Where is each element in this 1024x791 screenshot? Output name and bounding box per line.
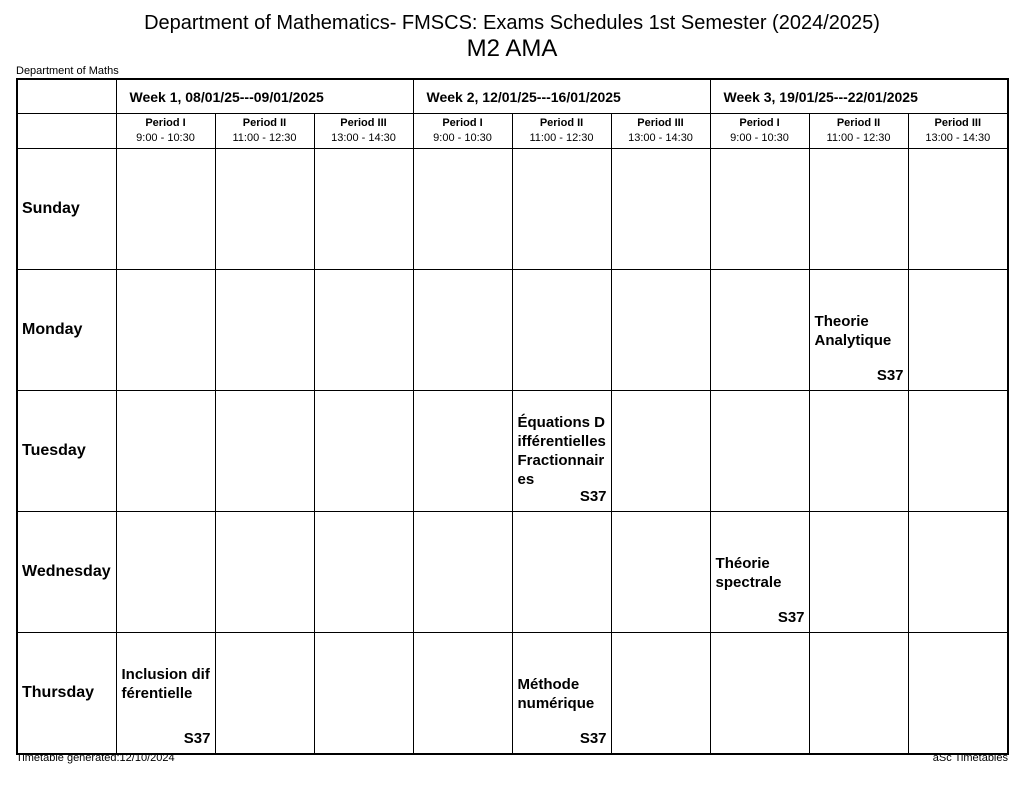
period-time: 13:00 - 14:30 (628, 132, 693, 144)
timetable-cell (809, 512, 908, 633)
period-name: Period I (442, 117, 483, 129)
period-header (809, 114, 908, 149)
week-header-2: Week 2, 12/01/25---16/01/2025 (413, 79, 710, 114)
day-row-wednesday (17, 512, 1008, 633)
timetable-cell (710, 270, 809, 391)
period-time: 13:00 - 14:30 (925, 132, 991, 144)
timetable-cell (710, 633, 809, 755)
timetable-cell (215, 270, 314, 391)
timetable-cell (809, 149, 908, 270)
timetable-cell (314, 149, 413, 270)
week-header-1: Week 1, 08/01/25---09/01/2025 (116, 79, 413, 114)
timetable-cell (116, 512, 215, 633)
timetable-cell (710, 391, 809, 512)
period-time: 11:00 - 12:30 (826, 132, 891, 144)
timetable-cell (314, 391, 413, 512)
timetable-cell (116, 149, 215, 270)
exam-name: Inclusion différentielle (121, 666, 210, 702)
timetable-cell (611, 391, 710, 512)
timetable-cell (512, 391, 611, 512)
timetable-cell (413, 270, 512, 391)
period-time: 11:00 - 12:30 (529, 132, 594, 144)
day-label: Wednesday (17, 512, 116, 633)
timetable-cell (611, 149, 710, 270)
exam-name: Theorie Analytique (814, 313, 892, 349)
timetable-cell (710, 149, 809, 270)
timetable-cell (215, 512, 314, 633)
timetable-cell (413, 149, 512, 270)
day-label: Thursday (17, 633, 116, 755)
period-header (611, 114, 710, 149)
period-name: Period III (934, 117, 982, 129)
exam-room: S37 (876, 367, 904, 384)
exam-methode-numerique[interactable] (518, 633, 607, 753)
period-name: Period II (836, 117, 881, 129)
timetable-cell (116, 391, 215, 512)
timetable-cell (116, 270, 215, 391)
period-header (314, 114, 413, 149)
timetable-cell (908, 512, 1008, 633)
timetable-cell (809, 391, 908, 512)
exam-inclusion-differentielle[interactable] (122, 633, 211, 753)
day-label: Monday (17, 270, 116, 391)
day-row-tuesday (17, 391, 1008, 512)
timetable-cell (314, 633, 413, 755)
exam-room: S37 (183, 730, 211, 747)
generated-date: Timetable generated:12/10/2024 (16, 752, 175, 764)
exam-equations-differentielles[interactable] (518, 391, 607, 511)
timetable-cell (413, 633, 512, 755)
timetable-cell (413, 512, 512, 633)
timetable-cell (908, 633, 1008, 755)
exam-name: Théorie spectrale (715, 555, 782, 591)
period-name: Period III (637, 117, 684, 129)
software-credit: aSc Timetables (932, 752, 1008, 764)
timetable-cell (215, 149, 314, 270)
period-name: Period I (145, 117, 186, 129)
day-row-monday (17, 270, 1008, 391)
week-header-3: Week 3, 19/01/25---22/01/2025 (710, 79, 1008, 114)
timetable-cell (809, 270, 908, 391)
period-header (215, 114, 314, 149)
period-header-row (17, 114, 1008, 149)
timetable-cell (512, 633, 611, 755)
exam-name: Méthode numérique (517, 676, 595, 712)
timetable-cell (512, 512, 611, 633)
timetable-cell (809, 633, 908, 755)
exam-room: S37 (579, 488, 607, 505)
day-label: Tuesday (17, 391, 116, 512)
period-name: Period I (739, 117, 780, 129)
timetable-cell (314, 270, 413, 391)
period-name: Period II (539, 117, 584, 129)
period-name: Period III (340, 117, 387, 129)
timetable-cell (611, 512, 710, 633)
period-name: Period II (242, 117, 287, 129)
timetable-cell (512, 270, 611, 391)
page-title: Department of Mathematics- FMSCS: Exams Schedules 1st Semester (2024/2025) (144, 12, 880, 34)
exam-room: S37 (777, 609, 805, 626)
class-name: M2 AMA (466, 35, 558, 62)
day-row-thursday (17, 633, 1008, 755)
timetable-cell (314, 512, 413, 633)
timetable-cell (413, 391, 512, 512)
timetable-cell (908, 149, 1008, 270)
period-time: 11:00 - 12:30 (232, 132, 297, 144)
period-time: 9:00 - 10:30 (433, 132, 492, 144)
exam-theorie-analytique[interactable] (815, 270, 904, 390)
timetable-cell (908, 391, 1008, 512)
week-header-row (17, 79, 1008, 114)
timetable-cell (512, 149, 611, 270)
period-header (116, 114, 215, 149)
timetable-cell (215, 633, 314, 755)
period-time: 13:00 - 14:30 (331, 132, 396, 144)
period-header (710, 114, 809, 149)
timetable-cell (611, 633, 710, 755)
day-row-sunday (17, 149, 1008, 270)
timetable-cell (908, 270, 1008, 391)
period-time: 9:00 - 10:30 (730, 132, 789, 144)
corner-cell-2 (17, 114, 116, 149)
timetable-cell (116, 633, 215, 755)
period-header (908, 114, 1008, 149)
period-header (413, 114, 512, 149)
period-header (512, 114, 611, 149)
timetable-cell (611, 270, 710, 391)
timetable-cell (710, 512, 809, 633)
exam-room: S37 (579, 730, 607, 747)
exam-theorie-spectrale[interactable] (716, 512, 805, 632)
period-time: 9:00 - 10:30 (136, 132, 195, 144)
day-label: Sunday (17, 149, 116, 270)
corner-cell (17, 79, 116, 114)
department-label: Department of Maths (16, 65, 119, 77)
timetable-grid (16, 78, 1009, 755)
timetable-cell (215, 391, 314, 512)
exam-name: Équations Différentielles Fractionnaires (517, 414, 606, 488)
